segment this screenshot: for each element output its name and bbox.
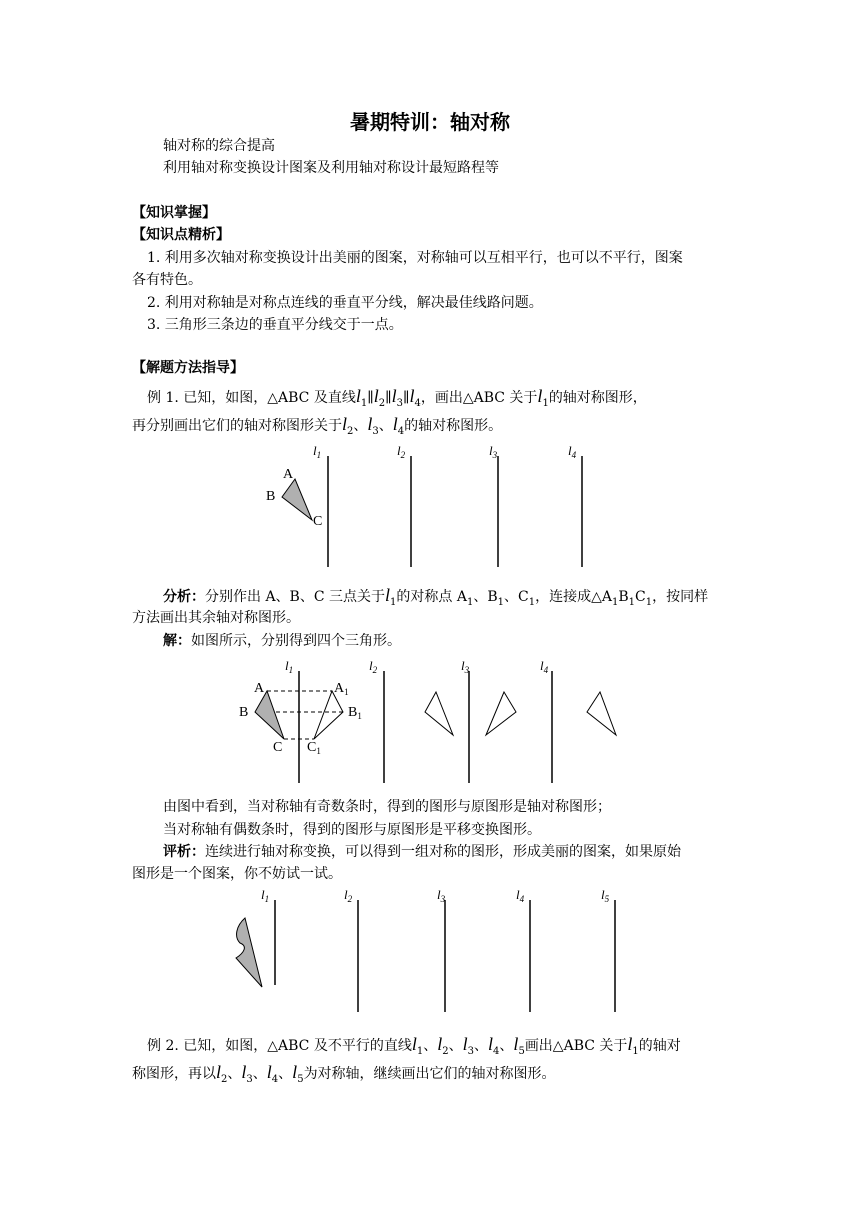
fig3-label-l5: $l_5$ bbox=[601, 887, 610, 904]
page-title: 暑期特训：轴对称 bbox=[350, 110, 510, 134]
fig2-point-b: B bbox=[239, 705, 249, 720]
fig3-label-l4: $l_4$ bbox=[516, 887, 525, 904]
triangle-a1b1c1 bbox=[314, 691, 343, 739]
fig2-point-c1: $C_1$ bbox=[307, 740, 321, 756]
observation-2: 当对称轴有偶数条时，得到的图形与原图形是平移变换图形。 bbox=[163, 822, 541, 838]
fig1-label-l3: $l_3$ bbox=[489, 443, 498, 460]
section-points: 【知识点精析】 bbox=[132, 227, 230, 243]
point-3: 3. 三角形三条边的垂直平分线交于一点。 bbox=[147, 317, 403, 333]
fig1-point-a: A bbox=[283, 467, 294, 482]
point-1-cont: 各有特色。 bbox=[132, 272, 202, 288]
fig2-label-l3: $l_3$ bbox=[461, 658, 470, 675]
triangle-4 bbox=[587, 692, 616, 735]
example1-line-2: 再分别画出它们的轴对称图形关于$l_2$、$l_3$、$l_4$的轴对称图形。 bbox=[132, 414, 503, 437]
triangle-abc bbox=[282, 479, 312, 520]
fig2-label-l4: $l_4$ bbox=[540, 658, 549, 675]
fig1-label-l4: $l_4$ bbox=[568, 443, 577, 460]
triangle-3 bbox=[486, 692, 516, 735]
example1-line-1: 例 1. 已知，如图，△ABC 及直线$l_1\parallel l_2\parallel l_3\parallel l_4$，画出△ABC 关于$l_1$的轴对称图形， bbox=[147, 386, 647, 409]
analysis-line-2: 方法画出其余轴对称图形。 bbox=[132, 610, 300, 626]
fig1-label-l2: $l_2$ bbox=[397, 443, 406, 460]
figure-2-labels bbox=[239, 658, 549, 756]
figure-2 bbox=[255, 671, 616, 783]
pattern-shape bbox=[236, 918, 262, 987]
analysis-line-1: 分析：分别作出 A、B、C 三点关于$l_1$的对称点 $A_1$、$B_1$、$C_1$，连接成$\triangle A_1B_1C_1$，按同样 bbox=[163, 585, 709, 608]
intro-line-2: 利用轴对称变换设计图案及利用轴对称设计最短路程等 bbox=[163, 160, 499, 176]
figure-3-labels bbox=[261, 887, 610, 904]
example2-line-2: 称图形，再以$l_2$、$l_3$、$l_4$、$l_5$为对称轴，继续画出它们的轴对称图形。 bbox=[132, 1062, 556, 1085]
comment-line-1: 评析：连续进行轴对称变换，可以得到一组对称的图形，形成美丽的图案，如果原始 bbox=[163, 844, 681, 860]
point-2: 2. 利用对称轴是对称点连线的垂直平分线，解决最佳线路问题。 bbox=[147, 295, 543, 311]
fig3-label-l2: $l_2$ bbox=[344, 887, 353, 904]
fig2-label-l2: $l_2$ bbox=[369, 658, 378, 675]
triangle-abc bbox=[255, 691, 284, 739]
figure-1 bbox=[282, 456, 582, 567]
triangle-2 bbox=[425, 692, 453, 735]
section-knowledge: 【知识掌握】 bbox=[132, 205, 216, 221]
observation-1: 由图中看到，当对称轴有奇数条时，得到的图形与原图形是轴对称图形； bbox=[163, 799, 611, 815]
fig2-point-b1: $B_1$ bbox=[348, 705, 362, 721]
fig1-point-c: C bbox=[313, 514, 323, 529]
fig1-point-b: B bbox=[266, 489, 276, 504]
fig2-point-a1: $A_1$ bbox=[334, 681, 349, 697]
fig2-point-a: A bbox=[254, 681, 265, 696]
section-method: 【解题方法指导】 bbox=[132, 360, 244, 376]
fig1-label-l1: $l_1$ bbox=[313, 443, 322, 460]
fig2-label-l1: $l_1$ bbox=[285, 658, 294, 675]
solution-line: 解：如图所示，分别得到四个三角形。 bbox=[163, 633, 401, 649]
figure-3 bbox=[236, 900, 615, 1012]
example2-line-1: 例 2. 已知，如图，△ABC 及不平行的直线$l_1$、$l_2$、$l_3$、$l_4$、$l_5$画出△ABC 关于$l_1$的轴对 bbox=[147, 1034, 681, 1057]
intro-line-1: 轴对称的综合提高 bbox=[163, 138, 275, 154]
comment-line-2: 图形是一个图案，你不妨试一试。 bbox=[132, 866, 342, 882]
point-1: 1. 利用多次轴对称变换设计出美丽的图案，对称轴可以互相平行，也可以不平行，图案 bbox=[147, 250, 683, 266]
fig3-label-l3: $l_3$ bbox=[437, 887, 446, 904]
fig3-label-l1: $l_1$ bbox=[261, 887, 270, 904]
figure-1-labels bbox=[266, 443, 577, 529]
fig2-point-c: C bbox=[273, 740, 283, 755]
